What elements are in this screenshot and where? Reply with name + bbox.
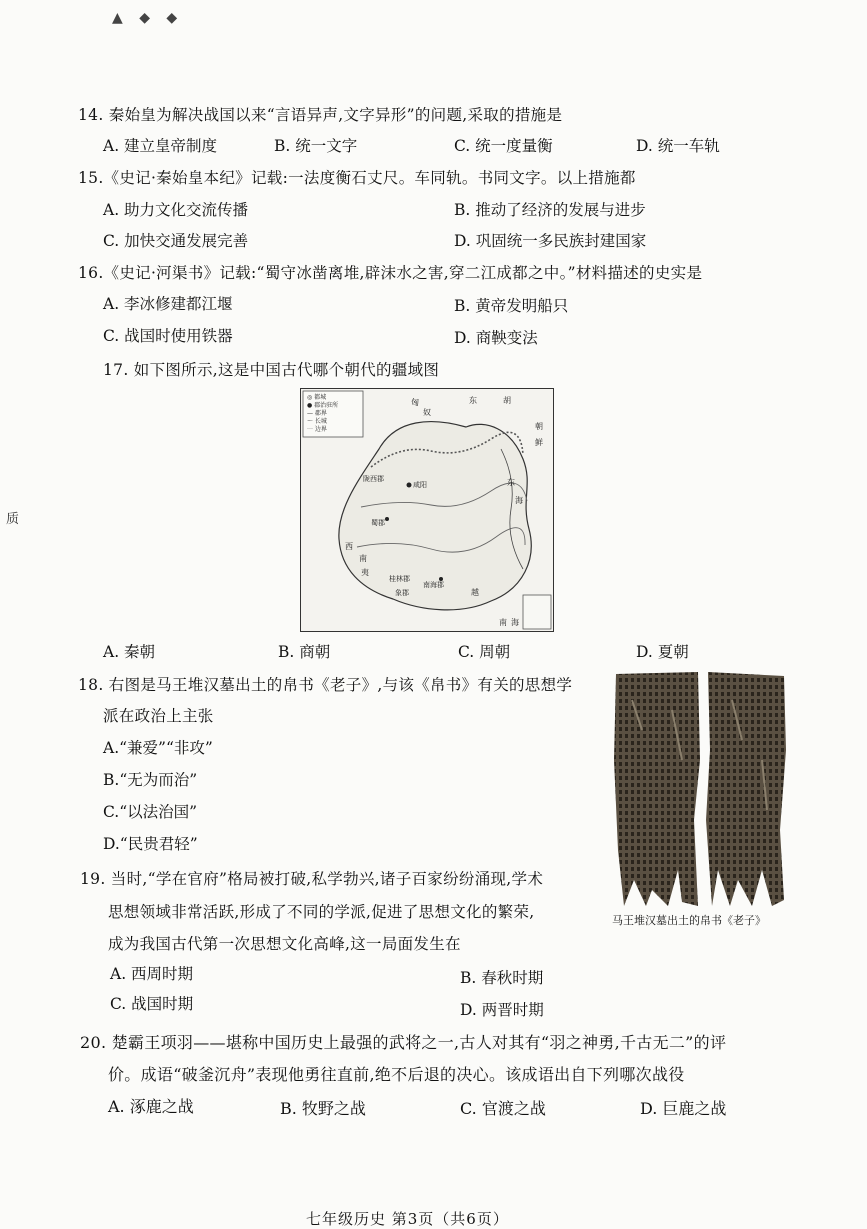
q15-option-b[interactable]: B. 推动了经济的发展与进步 [454,201,646,219]
map-place-label: 象郡 [395,589,409,597]
q17-option-b[interactable]: B. 商朝 [278,643,331,661]
map-place-label: 奴 [423,408,431,417]
page-footer: 七年级历史 第3页（共6页） [306,1210,509,1228]
q19-option-d[interactable]: D. 两晋时期 [460,1001,544,1019]
q15-option-c[interactable]: C. 加快交通发展完善 [103,232,249,250]
q16-option-d[interactable]: D. 商鞅变法 [454,329,538,347]
map-legend-frontier: ⋯ 边界 [307,426,327,433]
map-place-label: 海 [511,618,519,627]
territory-map-drawing [301,389,553,631]
q14-option-a[interactable]: A. 建立皇帝制度 [103,137,218,155]
question-15-stem: 15.《史记·秦始皇本纪》记载:一法度衡石丈尺。车同轨。书同文字。以上措施都 [78,169,636,187]
map-legend-border: — 郡界 [307,410,327,417]
map-place-label: 陇西郡 [363,475,384,483]
map-place-label: 桂林郡 [389,575,410,583]
map-place-label: 咸阳 [413,481,427,489]
territory-map [300,388,554,632]
q18-option-c[interactable]: C.“以法治国” [103,803,198,821]
question-14-stem: 14. 秦始皇为解决战国以来“言语异声,文字异形”的问题,采取的措施是 [78,106,563,124]
map-place-label: 匈 [411,398,419,407]
q20-option-b[interactable]: B. 牧野之战 [280,1099,366,1118]
q17-option-a[interactable]: A. 秦朝 [103,643,156,661]
q19-option-a[interactable]: A. 西周时期 [110,965,194,983]
question-20-stem-line1: 20. 楚霸王项羽——堪称中国历史上最强的武将之一,古人对其有“羽之神勇,千古无二”的评 [80,1033,727,1052]
q20-option-d[interactable]: D. 巨鹿之战 [640,1099,727,1118]
map-place-label: 胡 [503,396,511,405]
question-17-stem: 17. 如下图所示,这是中国古代哪个朝代的疆域图 [103,361,440,379]
map-place-label: 南 [359,554,367,563]
map-place-label: 南海郡 [423,581,444,589]
q20-option-c[interactable]: C. 官渡之战 [460,1099,546,1118]
silk-manuscript-caption: 马王堆汉墓出土的帛书《老子》 [612,914,766,927]
q19-option-b[interactable]: B. 春秋时期 [460,969,544,987]
q16-option-a[interactable]: A. 李冰修建都江堰 [103,295,233,313]
map-place-label: 西 [345,542,353,551]
q17-option-c[interactable]: C. 周朝 [458,643,511,661]
page-top-mark: ▲ ◆ ◆ [112,10,184,26]
map-place-label: 越 [471,588,479,597]
q15-option-d[interactable]: D. 巩固统一多民族封建国家 [454,232,647,250]
q15-option-a[interactable]: A. 助力文化交流传播 [103,201,249,219]
question-19-stem-line3: 成为我国古代第一次思想文化高峰,这一局面发生在 [108,935,461,953]
q14-option-c[interactable]: C. 统一度量衡 [454,137,553,155]
q16-option-c[interactable]: C. 战国时使用铁器 [103,327,233,345]
q16-option-b[interactable]: B. 黄帝发明船只 [454,297,569,315]
q19-option-c[interactable]: C. 战国时期 [110,995,194,1013]
map-legend-great-wall: ～ 长城 [307,418,327,425]
map-legend-prefecture: ● 郡治驻所 [307,402,339,409]
map-place-label: 蜀郡 [371,519,385,527]
question-16-stem: 16.《史记·河渠书》记载:“蜀守冰凿离堆,辟沫水之害,穿二江成都之中。”材料描述的史实是 [78,264,703,282]
question-20-stem-line2: 价。成语“破釜沉舟”表现他勇往直前,绝不后退的决心。该成语出自下列哪次战役 [108,1065,685,1084]
map-place-label: 鲜 [535,438,543,447]
q20-option-a[interactable]: A. 涿鹿之战 [108,1097,194,1116]
map-place-label: 海 [515,496,523,505]
map-place-label: 南 [499,618,507,627]
q18-option-d[interactable]: D.“民贵君轻” [103,835,198,853]
silk-manuscript-drawing [612,670,788,906]
silk-manuscript-image [612,670,788,906]
map-place-label: 夷 [361,568,369,577]
map-place-label: 东 [469,396,477,405]
map-place-label: 东 [507,478,515,487]
question-18-stem-line2: 派在政治上主张 [103,707,214,725]
q14-option-d[interactable]: D. 统一车轨 [636,137,720,155]
q18-option-b[interactable]: B.“无为而治” [103,771,198,789]
map-place-label: 朝 [535,422,543,431]
q18-option-a[interactable]: A.“兼爱”“非攻” [103,739,213,757]
q17-option-d[interactable]: D. 夏朝 [636,643,689,661]
map-legend-capital: ◎ 都城 [307,394,327,401]
question-18-stem-line1: 18. 右图是马王堆汉墓出土的帛书《老子》,与该《帛书》有关的思想学 [78,676,573,694]
question-19-stem-line1: 19. 当时,“学在官府”格局被打破,私学勃兴,诸子百家纷纷涌现,学术 [80,870,544,888]
binding-margin-mark: 质 [6,512,20,527]
question-19-stem-line2: 思想领域非常活跃,形成了不同的学派,促进了思想文化的繁荣, [108,903,535,921]
q14-option-b[interactable]: B. 统一文字 [274,137,358,155]
